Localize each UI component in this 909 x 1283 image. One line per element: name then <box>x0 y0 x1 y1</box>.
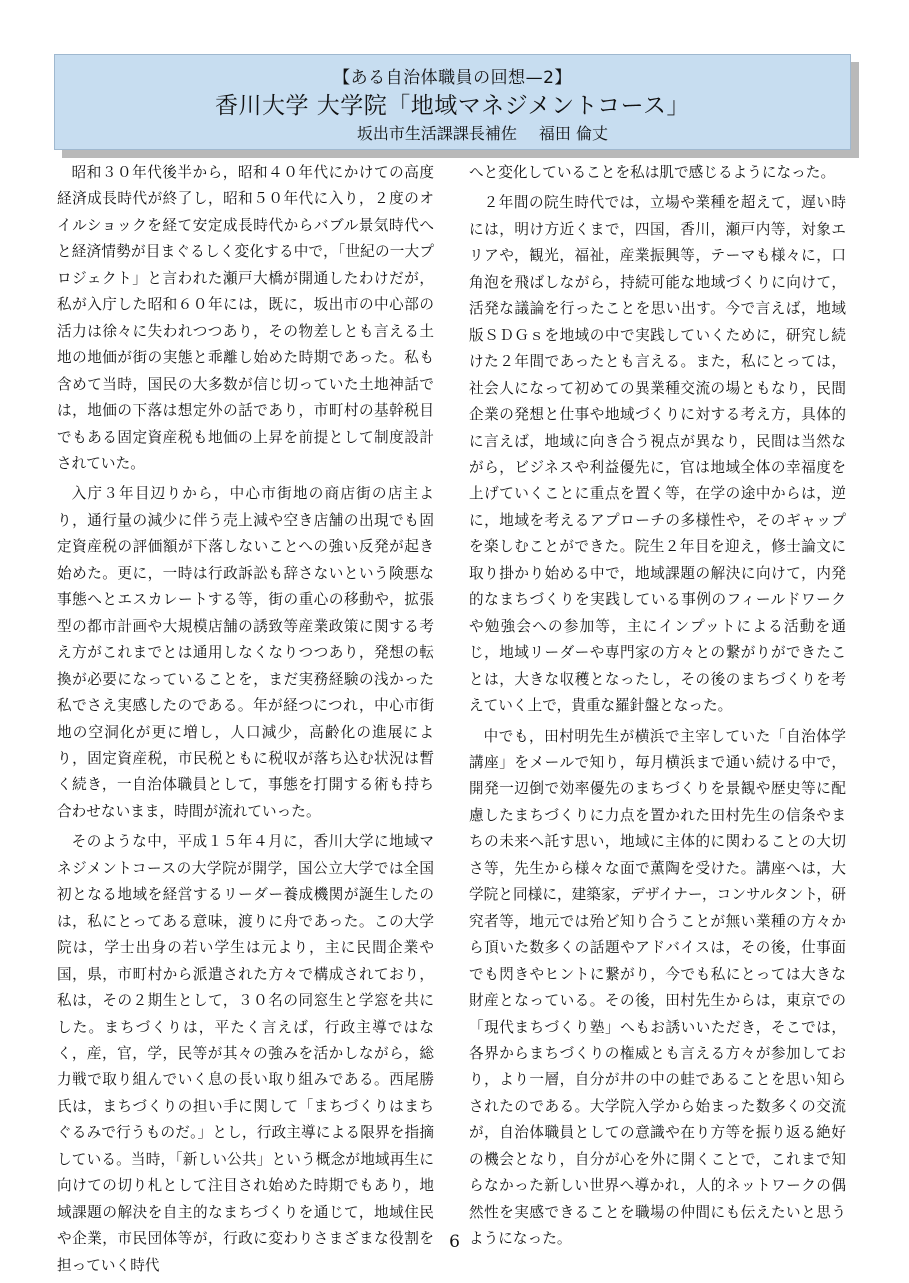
right-column <box>469 160 846 1257</box>
page-number: 6 <box>449 1232 460 1252</box>
author-name: 福田 倫丈 <box>538 124 608 143</box>
paragraph: ２年間の院生時代では，立場や業種を超えて，遅い時には，明け方近くまで，四国，香川，瀬戸内等，対象エリアや，観光，福祉，産業振興等，テーマも様々に，口角泡を飛ばしながら，持続可能な地域づくりに向けて，活発な議論を行ったことを思い出す。今で言えば，地域版ＳＤＧｓを地域の中で実践していくために，研究し続けた２年間であったとも言える。また，私にとっては，社会人になって初めての異業種交流の場ともなり，民間企業の発想と仕事や地域づくりに対する考え方，具体的に言えば，地域に向き合う視点が異なり，民間は当然ながら，ビジネスや利益優先に，官は地域全体の幸福度を上げていくことに重点を置く等，在学の途中からは，逆に，地域を考えるアプローチの多様性や，そのギャップを楽しむことができた。院生２年目を迎え，修士論文に取り掛かり始める中で，地域課題の解決に向けて，内発的なまちづくりを実践している事例のフィールドワークや勉強会への参加等，主にインプットによる活動を通じ，地域リーダーや専門家の方々との繋がりができたことは，大きな収穫となったし，その後のまちづくりを考えていく上で，貴重な羅針盤となった。 <box>469 194 846 715</box>
paragraph: 中でも，田村明先生が横浜で主宰していた「自治体学講座」をメールで知り，毎月横浜まで通い続ける中で，開発一辺倒で効率優先のまちづくりを景観や歴史等に配慮したまちづくりに力点を置かれた田村先生の信条やまちの未来へ託す思い，地域に主体的に関わることの大切さ等，先生から様々な面で薫陶を受けた。講座へは，大学院と同様に，建築家，デザイナー，コンサルタント，研究者等，地元では殆ど知り合うことが無い業種の方々から頂いた数多くの話題やアドバイスは，その後，仕事面でも閃きやヒントに繋がり，今でも私にとっては大きな財産となっている。その後，田村先生からは，東京での「現代まちづくり塾」へもお誘いいただき，そこでは，各界からまちづくりの権威とも言える方々が参加しており，より一層，自分が井の中の蛙であることを思い知らされたのである。大学院入学から始まった数多くの交流が，自治体職員としての意識や在り方等を振り返る絶好の機会となり，自分が心を外に開くことで，これまで知らなかった新しい世界へ導かれ，人的ネットワークの偶然性を実感できることを職場の仲間にも伝えたいと思うようになった。 <box>469 727 846 1248</box>
series-label: 【ある自治体職員の回想—2】 <box>333 68 572 88</box>
paragraph: そのような中，平成１５年４月に，香川大学に地域マネジメントコースの大学院が開学，国公立大学では全国初となる地域を経営するリーダー養成機関が誕生したのは，私にとってある意味，渡りに舟であった。この大学院は，学士出身の若い学生は元より，主に民間企業や国，県，市町村から派遣された方々で構成されており，私は，その２期生として，３０名の同窓生と学窓を共にした。まちづくりは，平たく言えば，行政主導ではなく，産，官，学，民等が其々の強みを活かしながら，総力戦で取り組んでいく息の長い取り組みである。西尾勝氏は，まちづくりの担い手に関して「まちづくりはまちぐるみで行うものだ。」とし，行政主導による限界を指摘している。当時，「新しい公共」という概念が地域再生に向けての切り札として注目され始めた時期でもあり，地域課題の解決を自主的なまちづくりを通じて，地域住民や企業，市民団体等が，行政に変わりさまざまな役割を担っていく時代 <box>57 833 434 1274</box>
paragraph: 昭和３０年代後半から，昭和４０年代にかけての高度経済成長時代が終了し，昭和５０年代に入り，２度のオイルショックを経て安定成長時代からバブル景気時代へと経済情勢が目まぐるしく変化する中で，「世紀の一大プロジェクト」と言われた瀬戸大橋が開通したわけだが，私が入庁した昭和６０年には，既に，坂出市の中心部の活力は徐々に失われつつあり，その物差しとも言える土地の地価が街の実態と乖離し始めた時期であった。私も含めて当時，国民の大多数が信じ切っていた土地神話では，地価の下落は想定外の話であり，市町村の基幹税目でもある固定資産税も地価の上昇を前提として制度設計されていた。 <box>57 164 434 472</box>
left-column <box>57 160 434 1283</box>
author-role: 坂出市生活課課長補佐 <box>356 124 517 143</box>
article-header <box>54 54 851 150</box>
author-line <box>357 121 608 144</box>
paragraph: 入庁３年目辺りから，中心市街地の商店街の店主より，通行量の減少に伴う売上減や空き店舗の出現でも固定資産税の評価額が下落しないことへの強い反発が起き始めた。更に，一時は行政訴訟も辞さないという険悪な事態へとエスカレートする等，街の重心の移動や，拡張型の都市計画や大規模店舗の誘致等産業政策に関する考え方がこれまでとは通用しなくなりつつあり，発想の転換が必要になっていることを，まだ実務経験の浅かった私でさえ実感したのである。年が経つにつれ，中心市街地の空洞化が更に増し，人口減少，高齢化の進展により，固定資産税，市民税ともに税収が落ち込む状況は暫く続き，一自治体職員として，事態を打開する術も持ち合わせないまま，時間が流れていった。 <box>57 485 434 820</box>
article-title: 香川大学 大学院「地域マネジメントコース」 <box>214 93 691 119</box>
paragraph-continuation: へと変化していることを私は肌で感じるようになった。 <box>469 164 836 181</box>
